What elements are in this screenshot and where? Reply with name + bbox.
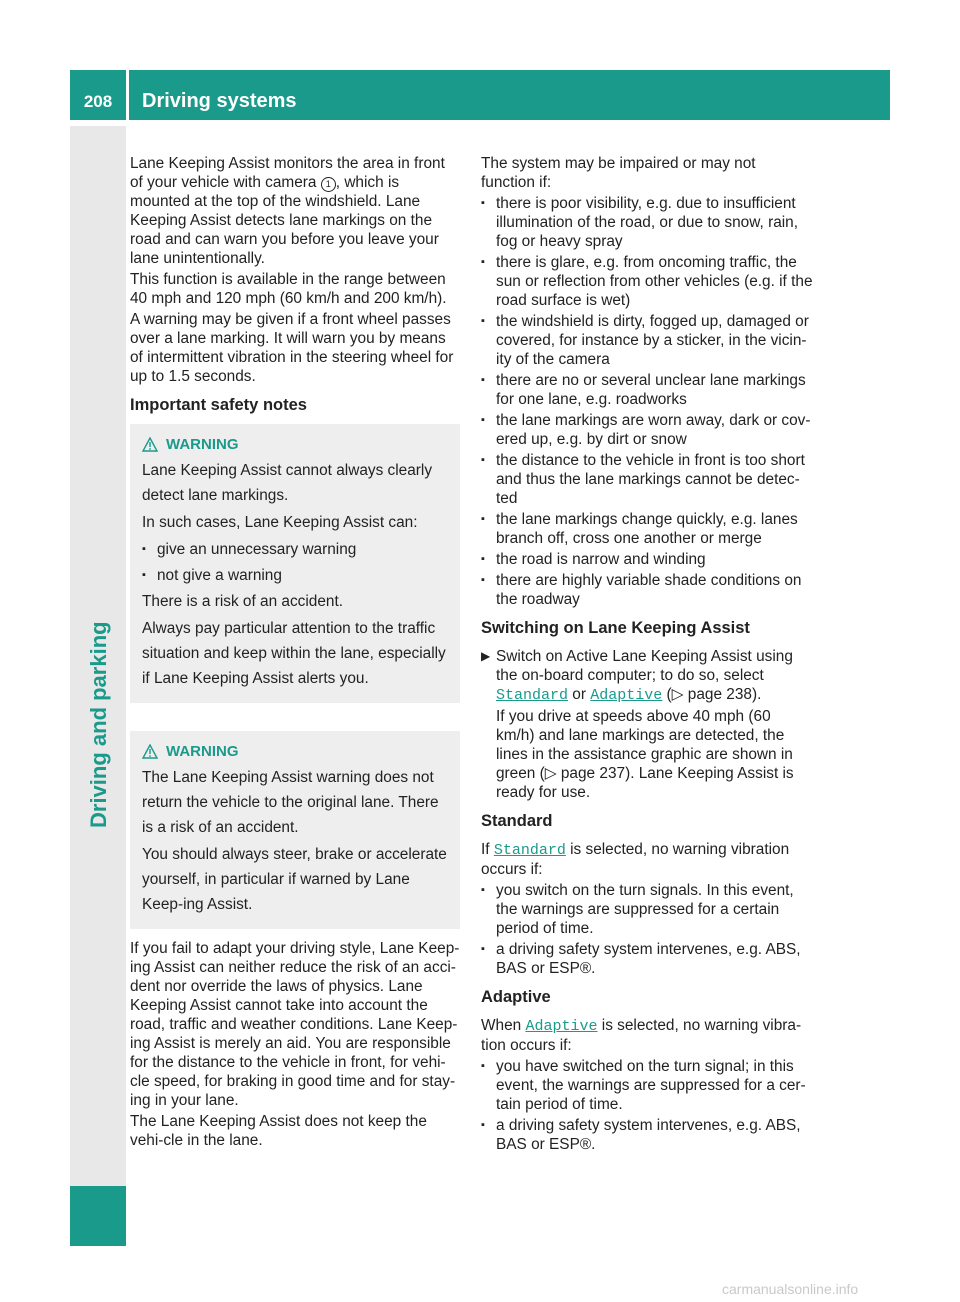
warning-title: WARNING <box>142 434 450 456</box>
bullet-icon: ▪ <box>481 553 485 565</box>
warning-text: The Lane Keeping Assist warning does not return the vehicle to the original lane. There is a risk of an accident. <box>142 769 439 836</box>
bullet-icon: ▪ <box>481 414 485 426</box>
list-item: ▪ the lane markings change quickly, e.g. lanes branch off, cross one another or merge <box>481 511 798 547</box>
warning-triangle-icon <box>142 744 158 759</box>
adaptive-list <box>481 1057 813 1154</box>
left-column <box>130 154 460 1152</box>
switch-heading: Switching on Lane Keeping Assist <box>481 619 750 637</box>
bullet-icon: ▪ <box>481 315 485 327</box>
list-item: ▪ give an unnecessary warning <box>142 537 450 562</box>
header-divider <box>126 70 129 120</box>
instruction-text: If you drive at speeds above 40 mph (60 km/h) and lane markings are detected, the lines in the assistance graphic are shown in green (▷ page 237). Lane Keeping Assist is ready for use. <box>496 708 794 801</box>
list-item: ▪ a driving safety system intervenes, e.g. ABS, BAS or ESP®. <box>481 1117 801 1153</box>
impaired-list <box>481 194 813 609</box>
chapter-label: Driving and parking <box>86 621 111 828</box>
list-item: ▪ you have switched on the turn signal; in this event, the warnings are suppressed for a cer-tain period of time. <box>481 1058 806 1113</box>
intro-paragraph-3: A warning may be given if a front wheel passes over a lane marking. It will warn you by means of intermittent vibration in the steering wheel for up to 1.5 seconds. <box>130 311 454 385</box>
bullet-icon: ▪ <box>481 884 485 896</box>
bullet-icon: ▪ <box>481 374 485 386</box>
standard-heading: Standard <box>481 812 553 830</box>
list-item: ▪ there is glare, e.g. from oncoming traffic, the sun or reflection from other vehicles (e.g. if the road surface is wet) <box>481 254 813 309</box>
adaptive-intro: When Adaptive is selected, no warning vibra-tion occurs if: <box>481 1017 802 1054</box>
bullet-icon: ▪ <box>142 543 146 555</box>
warning-text: In such cases, Lane Keeping Assist can: <box>142 514 418 531</box>
bullet-icon: ▪ <box>481 454 485 466</box>
warning-list <box>142 537 450 588</box>
warning-box-1 <box>130 424 460 703</box>
list-item: ▪ the road is narrow and winding <box>481 551 706 568</box>
outro-paragraph-2: The Lane Keeping Assist does not keep the vehi-cle in the lane. <box>130 1113 427 1149</box>
bullet-icon: ▪ <box>481 1119 485 1131</box>
page-reference: (▷ page 238). <box>662 686 762 703</box>
list-item: ▪ the distance to the vehicle in front is too short and thus the lane markings cannot be detec-ted <box>481 452 805 507</box>
right-column <box>481 154 813 1156</box>
list-item: ▪ not give a warning <box>142 563 450 588</box>
bullet-icon: ▪ <box>481 574 485 586</box>
warning-text: There is a risk of an accident. <box>142 593 344 610</box>
option-adaptive: Adaptive <box>525 1018 598 1035</box>
bullet-icon: ▪ <box>481 1060 485 1072</box>
list-item: ▪ you switch on the turn signals. In this event, the warnings are suppressed for a certain period of time. <box>481 882 794 937</box>
side-marker <box>70 1186 126 1246</box>
bullet-icon: ▪ <box>481 513 485 525</box>
warning-triangle-icon <box>142 437 158 452</box>
impaired-intro: The system may be impaired or may not function if: <box>481 155 756 191</box>
list-item: ▪ a driving safety system intervenes, e.g. ABS, BAS or ESP®. <box>481 941 801 977</box>
warning-title: WARNING <box>142 741 450 763</box>
bullet-icon: ▪ <box>142 569 146 581</box>
camera-callout-icon: 1 <box>321 177 336 192</box>
page-number: 208 <box>83 92 113 111</box>
warning-text: Always pay particular attention to the traffic situation and keep within the lane, especially if Lane Keeping Assist alerts you. <box>142 620 446 687</box>
option-adaptive: Adaptive <box>590 687 663 704</box>
safety-heading: Important safety notes <box>130 396 307 414</box>
outro-paragraph-1: If you fail to adapt your driving style, Lane Keep-ing Assist can neither reduce the risk of an acci-dent nor override the laws of physics. Lane Keeping Assist cannot take into account the road, traffic and weather conditions. Lane Keep-ing Assist is merely an aid. You are responsible for the distance to the vehicle in front, for vehi-cle speed, for braking in good time and for stay-ing in your lane. <box>130 940 460 1109</box>
option-standard: Standard <box>496 687 569 704</box>
intro-paragraph-1: Lane Keeping Assist monitors the area in front of your vehicle with camera 1 , which is mounted at the top of the windshield. Lane Keeping Assist detects lane markings on the road and can warn you before you leave your lane unintentionally. <box>130 155 445 267</box>
list-item: ▪ the lane markings are worn away, dark or cov-ered up, e.g. by dirt or snow <box>481 412 811 448</box>
warning-text: You should always steer, brake or accelerate yourself, in particular if warned by Lane Keep-ing Assist. <box>142 846 447 913</box>
adaptive-heading: Adaptive <box>481 988 551 1006</box>
list-item: ▪ there are highly variable shade conditions on the roadway <box>481 572 802 608</box>
instruction-step: ▶ Switch on Active Lane Keeping Assist using the on-board computer; to do so, select Standard or Adaptive (▷ page 238). If you drive at speeds above 40 mph (60 km/h) and lane markings are detected, the lines in the assistance graphic are shown in green (▷ page 237). Lane Keeping Assist is ready for use. <box>481 647 813 802</box>
warning-box-2 <box>130 731 460 929</box>
arrow-icon: ▶ <box>481 649 491 663</box>
intro-paragraph-2: This function is available in the range between 40 mph and 120 mph (60 km/h and 200 km/h). <box>130 271 447 307</box>
list-item: ▪ there are no or several unclear lane markings for one lane, e.g. roadworks <box>481 372 806 408</box>
list-item: ▪ there is poor visibility, e.g. due to insufficient illumination of the road, or due to snow, rain, fog or heavy spray <box>481 195 799 250</box>
bullet-icon: ▪ <box>481 197 485 209</box>
warning-text: Lane Keeping Assist cannot always clearly detect lane markings. <box>142 462 433 504</box>
bullet-icon: ▪ <box>481 943 485 955</box>
watermark: carmanualsonline.info <box>722 1281 859 1297</box>
bullet-icon: ▪ <box>481 256 485 268</box>
option-standard: Standard <box>493 842 566 859</box>
standard-intro: If Standard is selected, no warning vibration occurs if: <box>481 841 790 878</box>
section-title: Driving systems <box>142 90 297 112</box>
standard-list <box>481 881 813 978</box>
list-item: ▪ the windshield is dirty, fogged up, damaged or covered, for instance by a sticker, in the vicin-ity of the camera <box>481 313 809 368</box>
